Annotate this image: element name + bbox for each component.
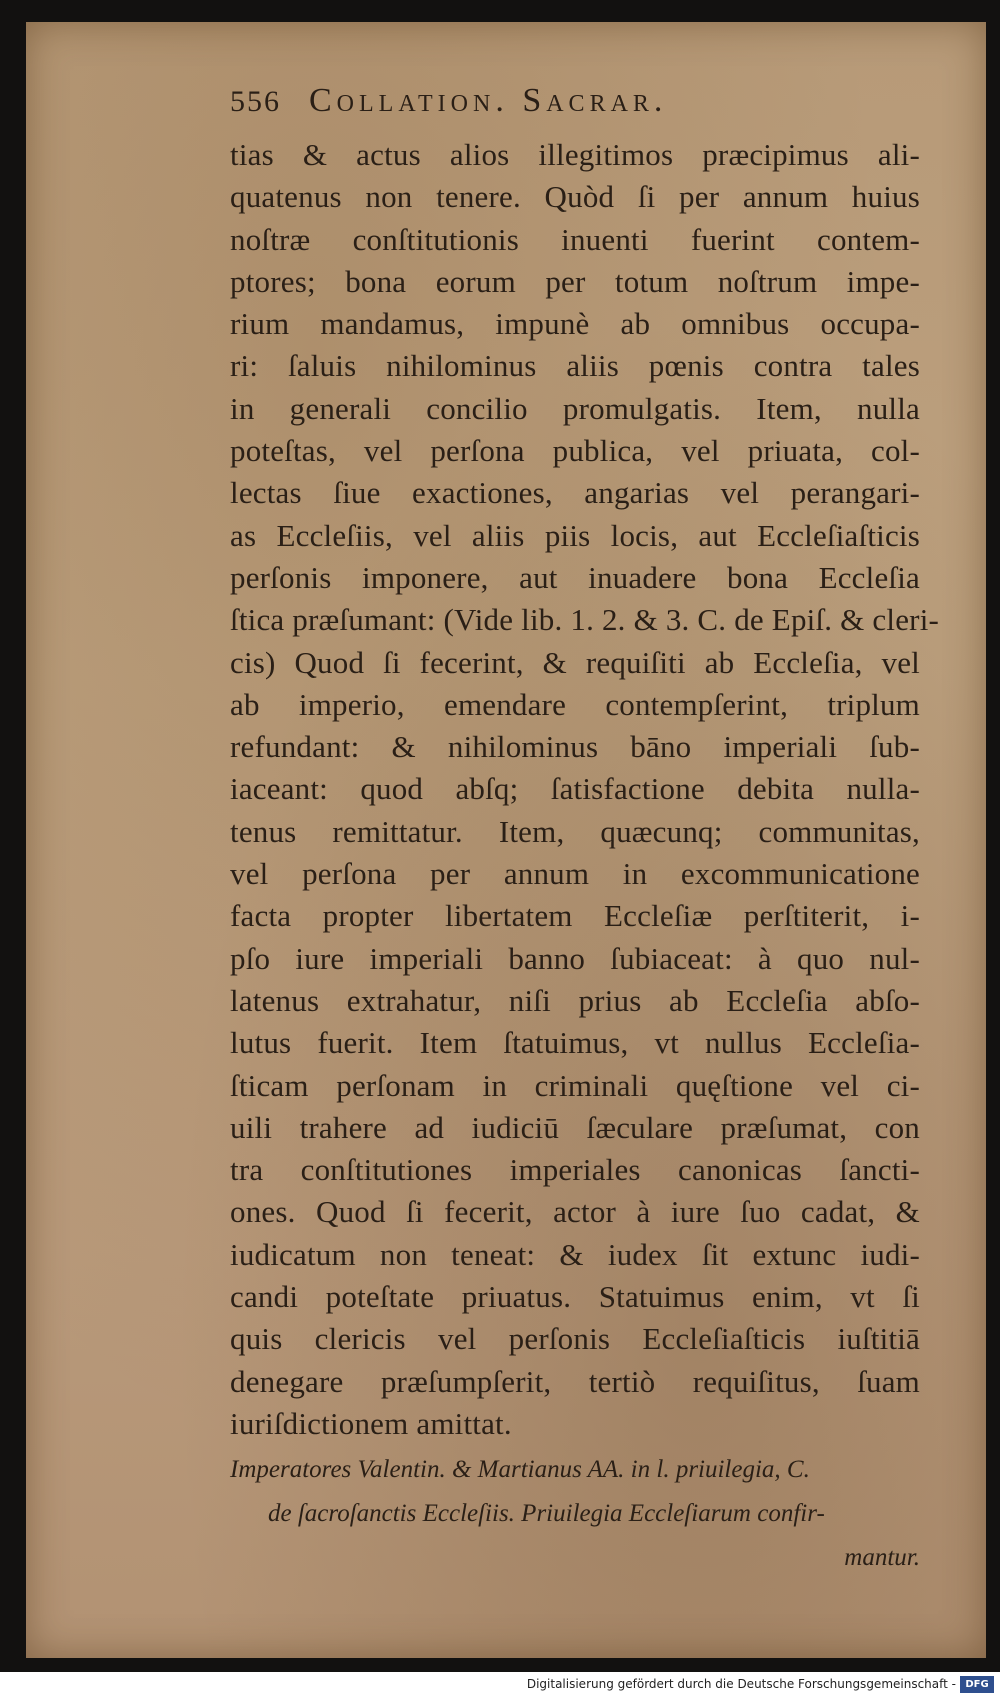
text-line: tenus remittatur. Item, quæcunq; communitas, <box>230 813 920 849</box>
text-line: ones. Quod ſi fecerit, actor à iure ſuo cadat, & <box>230 1194 920 1230</box>
text-line: as Eccleſiis, vel aliis piis locis, aut Eccleſiaſticis <box>230 517 920 553</box>
running-title: Collation. Sacrar. <box>309 82 668 119</box>
text-line: uili trahere ad iudiciū ſæculare præſumat, con <box>230 1109 920 1145</box>
note-line: Imperatores Valentin. & Martianus AA. in l. priuilegia, C. <box>230 1456 810 1484</box>
text-line: tra conſtitutiones imperiales canonicas ſancti- <box>230 1152 920 1188</box>
page-header <box>230 82 920 134</box>
text-line: poteſtas, vel perſona publica, vel priuata, col- <box>230 433 920 469</box>
text-line: tias & actus alios illegitimos præcipimus ali- <box>230 137 920 172</box>
text-line: ab imperio, emendare contempſerint, triplum <box>230 686 920 722</box>
text-line: quatenus non tenere. Quòd ſi per annum huius <box>230 179 920 215</box>
text-line: denegare præſumpſerit, tertiò requiſitus, ſuam <box>230 1363 920 1399</box>
text-line: rium mandamus, impunè ab omnibus occupa- <box>230 306 920 342</box>
body-text <box>230 134 940 1445</box>
text-line: ptores; bona eorum per totum noſtrum impe- <box>230 263 920 299</box>
note-line: mantur. <box>844 1544 920 1572</box>
text-line: iuriſdictionem amittat. <box>230 1405 512 1441</box>
text-line: iaceant: quod abſq; ſatisfactione debita nulla- <box>230 771 920 807</box>
book-page <box>26 22 986 1658</box>
text-line: pſo iure imperiali banno ſubiaceat: à quo nul- <box>230 940 920 976</box>
digitization-footer <box>0 1672 1000 1698</box>
text-line: cis) Quod ſi fecerint, & requiſiti ab Eccleſia, vel <box>230 644 920 680</box>
text-line: ſticam perſonam in criminali quęſtione vel ci- <box>230 1067 920 1103</box>
funding-credit: Digitalisierung gefördert durch die Deutsche Forschungsgemeinschaft - <box>526 1677 956 1691</box>
text-line: iudicatum non teneat: & iudex ſit extunc iudi- <box>230 1236 920 1272</box>
text-line: perſonis imponere, aut inuadere bona Eccleſia <box>230 559 920 595</box>
text-line: noſtræ conſtitutionis inuenti fuerint contem- <box>230 221 920 257</box>
text-line: in generali concilio promulgatis. Item, nulla <box>230 390 920 426</box>
dfg-logo: DFG <box>960 1676 994 1693</box>
text-line: lutus fuerit. Item ſtatuimus, vt nullus Eccleſia- <box>230 1025 920 1061</box>
text-line: facta propter libertatem Eccleſiæ perſtiterit, i- <box>230 898 920 934</box>
marginal-note <box>230 1451 920 1577</box>
note-line: de ſacroſanctis Eccleſiis. Priuilegia Eccleſiarum confir- <box>268 1500 825 1528</box>
text-line: ſtica præſumant: (Vide lib. 1. 2. & 3. C. de Epiſ. & cleri- <box>230 602 940 638</box>
text-line: refundant: & nihilominus bāno imperiali ſub- <box>230 729 920 765</box>
text-line: lectas ſiue exactiones, angarias vel perangari- <box>230 475 920 511</box>
text-line: latenus extrahatur, niſi prius ab Eccleſia abſo- <box>230 982 920 1018</box>
text-line: candi poteſtate priuatus. Statuimus enim, vt ſi <box>230 1279 920 1315</box>
text-line: ri: ſaluis nihilominus aliis pœnis contra tales <box>230 348 920 384</box>
text-line: vel perſona per annum in excommunicatione <box>230 856 920 892</box>
page-number: 556 <box>230 85 281 118</box>
text-line: quis clericis vel perſonis Eccleſiaſticis iuſtitiā <box>230 1321 920 1357</box>
text-block <box>230 82 940 1577</box>
